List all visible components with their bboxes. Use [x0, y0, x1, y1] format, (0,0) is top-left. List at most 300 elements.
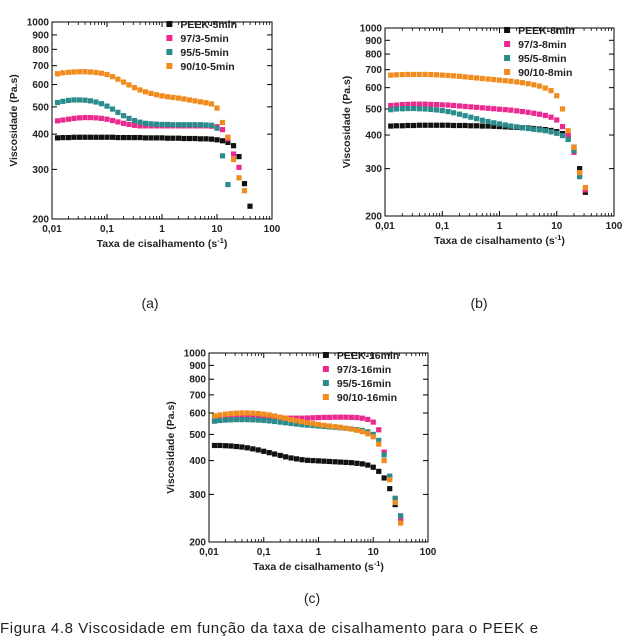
data-point — [566, 128, 571, 133]
data-point — [411, 106, 416, 111]
y-axis-label: Viscosidade (Pa.s) — [341, 75, 353, 169]
data-point — [192, 122, 197, 127]
data-point — [121, 113, 126, 118]
x-tick-label: 100 — [263, 224, 281, 235]
data-point — [121, 121, 126, 126]
data-point — [93, 115, 98, 120]
data-point — [445, 73, 450, 78]
data-point — [192, 98, 197, 103]
data-point — [376, 427, 381, 432]
data-point — [99, 71, 104, 76]
data-point — [228, 411, 233, 416]
y-tick-label: 1000 — [183, 348, 206, 360]
data-point — [485, 76, 490, 81]
data-point — [497, 107, 502, 112]
data-point — [60, 117, 65, 122]
data-point — [349, 427, 354, 432]
data-point — [503, 78, 508, 83]
data-point — [354, 428, 359, 433]
data-point — [316, 415, 321, 420]
data-point — [220, 120, 225, 125]
data-point — [349, 415, 354, 420]
data-point — [104, 104, 109, 109]
y-tick-label: 700 — [32, 61, 49, 73]
data-point — [474, 75, 479, 80]
data-point — [354, 461, 359, 466]
data-point — [66, 98, 71, 103]
data-point — [115, 77, 120, 82]
data-point — [497, 121, 502, 126]
data-point — [82, 98, 87, 103]
data-point — [154, 135, 159, 140]
data-point — [234, 417, 239, 422]
y-tick-label: 800 — [365, 49, 382, 61]
chart-panel-3 — [165, 349, 437, 607]
data-point — [110, 106, 115, 111]
data-point — [77, 97, 82, 102]
data-point — [321, 459, 326, 464]
y-tick-label: 500 — [365, 104, 382, 116]
data-point — [434, 107, 439, 112]
data-point — [526, 110, 531, 115]
data-point — [440, 108, 445, 113]
data-point — [428, 123, 433, 128]
data-point — [289, 417, 294, 422]
data-point — [289, 455, 294, 460]
chart-panel-2 — [341, 24, 623, 312]
data-point — [354, 415, 359, 420]
data-point — [554, 93, 559, 98]
data-point — [234, 411, 239, 416]
data-point — [457, 74, 462, 79]
data-point — [554, 131, 559, 136]
data-point — [560, 124, 565, 129]
series-4 — [55, 69, 247, 193]
data-point — [159, 122, 164, 127]
data-point — [451, 110, 456, 115]
data-point — [400, 106, 405, 111]
legend-label: PEEK-8min — [518, 25, 575, 37]
y-tick-label: 700 — [365, 65, 382, 77]
data-point — [267, 418, 272, 423]
y-tick-label: 400 — [365, 130, 382, 142]
data-point — [531, 111, 536, 116]
data-point — [360, 416, 365, 421]
series-2 — [388, 102, 588, 193]
data-point — [445, 109, 450, 114]
data-point — [132, 85, 137, 90]
data-point — [503, 107, 508, 112]
data-point — [143, 135, 148, 140]
data-point — [165, 136, 170, 141]
data-point — [560, 106, 565, 111]
x-tick-label: 0,01 — [42, 224, 62, 235]
data-point — [382, 475, 387, 480]
data-point — [332, 459, 337, 464]
data-point — [181, 136, 186, 141]
y-tick-label: 200 — [365, 211, 382, 223]
data-point — [451, 123, 456, 128]
x-tick-label: 1 — [315, 547, 322, 558]
data-point — [203, 100, 208, 105]
data-point — [261, 412, 266, 417]
data-point — [514, 79, 519, 84]
x-tick-label: 10 — [551, 221, 563, 232]
data-point — [445, 123, 450, 128]
y-tick-label: 600 — [32, 80, 49, 92]
data-point — [110, 74, 115, 79]
legend-marker — [323, 352, 329, 358]
data-point — [148, 121, 153, 126]
data-point — [170, 136, 175, 141]
data-point — [165, 122, 170, 127]
data-point — [543, 113, 548, 118]
data-point — [121, 80, 126, 85]
legend-marker — [504, 69, 510, 75]
data-point — [256, 447, 261, 452]
data-point — [451, 103, 456, 108]
data-point — [209, 123, 214, 128]
data-point — [198, 122, 203, 127]
panel-label: (b) — [470, 295, 488, 311]
data-point — [126, 82, 131, 87]
data-point — [365, 431, 370, 436]
data-point — [110, 118, 115, 123]
legend-label: 95/5-16min — [336, 378, 392, 390]
y-tick-label: 1000 — [359, 23, 382, 35]
data-point — [217, 418, 222, 423]
data-point — [508, 123, 513, 128]
data-point — [468, 115, 473, 120]
legend-marker — [504, 55, 510, 61]
data-point — [376, 469, 381, 474]
legend-marker — [166, 21, 172, 27]
data-point — [267, 450, 272, 455]
data-point — [126, 116, 131, 121]
data-point — [137, 135, 142, 140]
data-point — [387, 477, 392, 482]
data-point — [305, 420, 310, 425]
data-point — [278, 453, 283, 458]
legend-marker — [323, 380, 329, 386]
data-point — [299, 419, 304, 424]
legend-marker — [166, 35, 172, 41]
data-point — [497, 78, 502, 83]
data-point — [338, 415, 343, 420]
data-point — [88, 69, 93, 74]
data-point — [327, 415, 332, 420]
y-tick-label: 600 — [189, 408, 206, 420]
data-point — [278, 415, 283, 420]
data-point — [394, 106, 399, 111]
data-point — [192, 136, 197, 141]
data-point — [225, 182, 230, 187]
x-axis-label: Taxa de cisalhamento $(s^{-1})$ — [253, 559, 384, 573]
x-tick-label: 100 — [419, 547, 437, 558]
data-point — [143, 89, 148, 94]
data-point — [115, 110, 120, 115]
data-point — [236, 154, 241, 159]
legend-label: 97/3-16min — [336, 364, 392, 376]
data-point — [434, 123, 439, 128]
data-point — [143, 121, 148, 126]
data-point — [66, 135, 71, 140]
data-point — [159, 135, 164, 140]
y-tick-label: 200 — [32, 214, 49, 226]
x-tick-label: 0,01 — [375, 221, 395, 232]
data-point — [231, 151, 236, 156]
data-point — [148, 135, 153, 140]
data-point — [137, 120, 142, 125]
data-point — [305, 458, 310, 463]
data-point — [176, 122, 181, 127]
data-point — [463, 123, 468, 128]
data-point — [387, 486, 392, 491]
y-tick-label: 400 — [189, 456, 206, 468]
x-tick-label: 10 — [367, 547, 379, 558]
data-point — [417, 123, 422, 128]
data-point — [223, 412, 228, 417]
data-point — [154, 92, 159, 97]
data-point — [343, 426, 348, 431]
data-point — [187, 97, 192, 102]
y-axis-label: Viscosidade (Pa.s) — [165, 401, 177, 494]
data-point — [55, 118, 60, 123]
data-point — [247, 204, 252, 209]
data-point — [121, 135, 126, 140]
data-point — [148, 91, 153, 96]
data-point — [428, 107, 433, 112]
series-1 — [212, 443, 403, 523]
data-point — [566, 137, 571, 142]
data-point — [388, 123, 393, 128]
data-point — [543, 85, 548, 90]
series-1 — [55, 135, 253, 209]
data-point — [176, 136, 181, 141]
data-point — [491, 120, 496, 125]
data-point — [176, 96, 181, 101]
data-point — [250, 417, 255, 422]
data-point — [77, 115, 82, 120]
x-tick-label: 0,1 — [435, 221, 450, 232]
figure-caption: Figura 4.8 Viscosidade em função da taxa de cisalhamento para o PEEK e — [0, 620, 539, 637]
data-point — [434, 72, 439, 77]
data-point — [451, 73, 456, 78]
data-point — [236, 165, 241, 170]
data-point — [508, 79, 513, 84]
y-tick-label: 1000 — [26, 17, 49, 29]
data-point — [217, 443, 222, 448]
data-point — [77, 135, 82, 140]
data-point — [236, 175, 241, 180]
data-point — [316, 458, 321, 463]
data-point — [560, 133, 565, 138]
data-point — [422, 102, 427, 107]
data-point — [360, 429, 365, 434]
data-point — [474, 116, 479, 121]
y-tick-label: 500 — [32, 102, 49, 114]
data-point — [463, 113, 468, 118]
data-point — [239, 417, 244, 422]
y-tick-label: 800 — [32, 44, 49, 56]
data-point — [234, 444, 239, 449]
data-point — [181, 96, 186, 101]
data-point — [272, 413, 277, 418]
data-point — [405, 123, 410, 128]
data-point — [411, 72, 416, 77]
y-tick-label: 300 — [365, 164, 382, 176]
data-point — [299, 457, 304, 462]
data-point — [327, 459, 332, 464]
data-point — [400, 123, 405, 128]
data-point — [214, 137, 219, 142]
data-point — [371, 465, 376, 470]
data-point — [261, 449, 266, 454]
data-point — [491, 77, 496, 82]
data-point — [209, 137, 214, 142]
data-point — [55, 100, 60, 105]
x-axis-label: Taxa de cisalhamento $(s^{-1})$ — [96, 236, 228, 250]
data-point — [305, 415, 310, 420]
data-point — [514, 108, 519, 113]
legend-label: 97/3-5min — [180, 33, 229, 45]
data-point — [474, 105, 479, 110]
data-point — [338, 459, 343, 464]
data-point — [338, 425, 343, 430]
legend-marker — [323, 366, 329, 372]
data-point — [212, 418, 217, 423]
data-point — [239, 444, 244, 449]
data-point — [411, 123, 416, 128]
legend-marker — [166, 63, 172, 69]
data-point — [203, 136, 208, 141]
legend-marker — [166, 49, 172, 55]
data-point — [445, 102, 450, 107]
data-point — [82, 69, 87, 74]
data-point — [457, 123, 462, 128]
data-point — [187, 136, 192, 141]
data-point — [398, 513, 403, 518]
data-point — [231, 157, 236, 162]
data-point — [394, 72, 399, 77]
series-3 — [55, 97, 231, 187]
data-point — [376, 442, 381, 447]
data-point — [503, 122, 508, 127]
x-tick-label: 10 — [211, 224, 223, 235]
data-point — [365, 462, 370, 467]
data-point — [485, 119, 490, 124]
data-point — [104, 135, 109, 140]
data-point — [55, 71, 60, 76]
legend-marker — [504, 27, 510, 33]
data-point — [417, 106, 422, 111]
legend-label: PEEK-16min — [336, 350, 400, 362]
data-point — [99, 135, 104, 140]
plot-frame — [52, 22, 272, 219]
data-point — [294, 456, 299, 461]
data-point — [278, 420, 283, 425]
data-point — [242, 188, 247, 193]
legend-label: 97/3-8min — [518, 39, 567, 51]
data-point — [245, 410, 250, 415]
data-point — [60, 99, 65, 104]
data-point — [71, 116, 76, 121]
data-point — [382, 458, 387, 463]
data-point — [170, 122, 175, 127]
data-point — [294, 418, 299, 423]
data-point — [256, 411, 261, 416]
data-point — [310, 421, 315, 426]
data-point — [537, 84, 542, 89]
data-point — [365, 417, 370, 422]
data-point — [217, 412, 222, 417]
data-point — [543, 128, 548, 133]
x-tick-label: 0,01 — [199, 547, 219, 558]
data-point — [203, 122, 208, 127]
data-point — [220, 138, 225, 143]
data-point — [220, 127, 225, 132]
data-point — [55, 135, 60, 140]
data-point — [212, 443, 217, 448]
data-point — [228, 417, 233, 422]
data-point — [225, 135, 230, 140]
y-tick-label: 700 — [189, 390, 206, 402]
data-point — [400, 72, 405, 77]
y-tick-label: 800 — [189, 374, 206, 386]
y-axis-label: Viscosidade (Pa.s) — [8, 74, 20, 167]
y-tick-label: 500 — [189, 429, 206, 441]
data-point — [93, 99, 98, 104]
data-point — [132, 135, 137, 140]
data-point — [77, 69, 82, 74]
data-point — [417, 72, 422, 77]
data-point — [422, 72, 427, 77]
data-point — [256, 417, 261, 422]
data-point — [388, 73, 393, 78]
data-point — [220, 153, 225, 158]
data-point — [468, 104, 473, 109]
data-point — [231, 143, 236, 148]
data-point — [267, 412, 272, 417]
data-point — [440, 102, 445, 107]
legend-label: 90/10-5min — [180, 61, 235, 73]
data-point — [428, 102, 433, 107]
data-point — [520, 125, 525, 130]
data-point — [434, 102, 439, 107]
legend-label: 90/10-16min — [336, 392, 398, 404]
data-point — [417, 102, 422, 107]
data-point — [468, 75, 473, 80]
data-point — [66, 117, 71, 122]
y-tick-label: 900 — [365, 35, 382, 47]
data-point — [71, 69, 76, 74]
data-point — [468, 123, 473, 128]
data-point — [242, 181, 247, 186]
data-point — [405, 72, 410, 77]
data-point — [198, 99, 203, 104]
data-point — [463, 104, 468, 109]
data-point — [480, 76, 485, 81]
y-tick-label: 900 — [189, 360, 206, 372]
data-point — [126, 122, 131, 127]
data-point — [514, 124, 519, 129]
data-point — [250, 446, 255, 451]
data-point — [343, 460, 348, 465]
legend-label: 90/10-8min — [518, 67, 573, 79]
data-point — [583, 185, 588, 190]
data-point — [457, 112, 462, 117]
data-point — [115, 119, 120, 124]
